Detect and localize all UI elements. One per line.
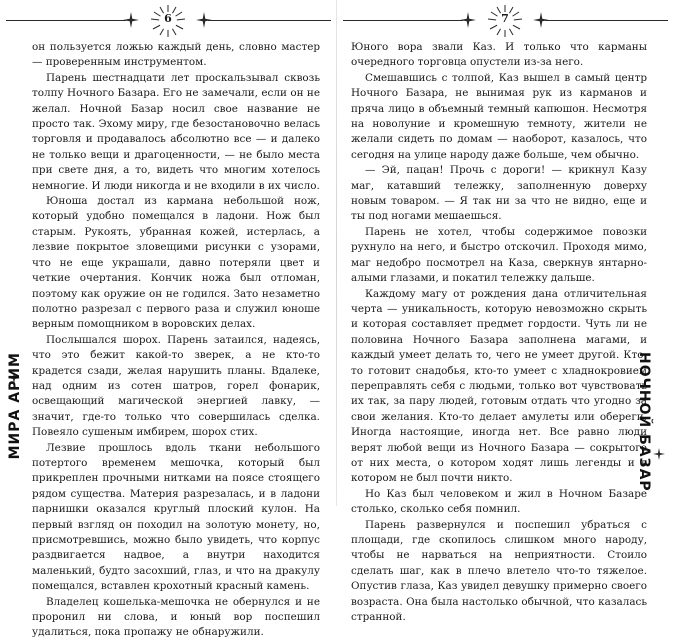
page-number: 6 xyxy=(164,12,172,25)
paragraph: — Эй, пацан! Прочь с дороги! — крикнул Казу маг, катавший тележку, заполненную доверху новым товаром. — Я так ни за что не видно, еще и ты под ногами мешаешься. xyxy=(351,164,647,223)
running-head-author: МИРА АРИМ xyxy=(7,352,23,460)
header-rule-left xyxy=(343,20,463,21)
paragraph: Парень развернулся и поспешил убраться с площади, где скопилось слишком много народу, чтобы не нарваться на неприятности. Стоило сделать шаг, как в плечо влетело что-то тяжелое. Опустив глаза, Каз увидел девушку примерно своего возраста. Она была настолько обычной, что казалась странной. xyxy=(351,518,647,624)
header-rule-left xyxy=(6,20,126,21)
paragraph: Парень не хотел, чтобы содержимое повозки рухнуло на него, и быстро отскочил. Проходя мимо, маг недобро посмотрел на Каза, сверкнув янтарно-алыми глазами, и покатил тележку дальше. xyxy=(351,225,647,285)
paragraph: он пользуется ложью каждый день, словно мастер — проверенным инструментом. xyxy=(32,41,320,69)
paragraph: Послышался шорох. Парень затаился, надеясь, что это бежит какой-то зверек, а не кто-то крадется сзади, желая нарушить планы. Вдалеке, над одним из сотен шатров, горел фонарик, освещающий магической энергией лавку, — значит, где-то только что совершилась сделка. Повеяло сушеным имбирем, шорох стих. xyxy=(32,333,320,439)
header-rule-right xyxy=(208,20,331,21)
paragraph: Лезвие прошлось вдоль ткани небольшого потертого временем мешочка, который был прикреплен прочными нитками на поясе стоящего рядом существа. Материя разрезалась, и в ладони парнишки оказался круглый плоский кулон. На первый взгляд он походил на золотую монету, но, присмотревшись, можно было увидеть, что корпус раздвигается надвое, а внутри находится маленький, будто засохший, глаз, и что на дракулу помещался, вставлен крохотный красный камень. xyxy=(32,441,320,593)
paragraph: Владелец кошелька-мешочка не обернулся и не проронил ни слова, и юный вор поспешил удалиться, пока пропажу не обнаружили. xyxy=(32,595,320,639)
right-page xyxy=(337,0,674,624)
right-page-body xyxy=(351,40,647,625)
left-page-body xyxy=(32,40,320,641)
page-number: 7 xyxy=(501,12,509,25)
paragraph: Парень шестнадцати лет проскальзывал сквозь толпу Ночного Базара. Его не замечали, если он не желал. Ночной Базар носил свое название не просто так. Эхому миру, где безостановочно велась торговля и продавалось абсолютно все — и далеко не только вещи и драгоценности, — не было места при свете дня, а то, видеть что многим хотелось немногие. И люди никогда и не входили в их число. xyxy=(32,71,320,192)
paragraph: Смешавшись с толпой, Каз вышел в самый центр Ночного Базара, не вынимая рук из карманов и пряча лицо в объемный темный капюшон. Несмотря на новолуние и кромешную темноту, жители не желали сидеть по домам — наоборот, казалось, что сегодня на улице народу даже больше, чем обычно. xyxy=(351,71,647,161)
left-page xyxy=(0,0,337,639)
four-point-star-icon xyxy=(653,448,665,460)
running-head-book-title: НОЧНОЙ БАЗАР xyxy=(636,352,652,492)
paragraph: Но Каз был человеком и жил в Ночном Базаре столько, сколько себя помнил. xyxy=(351,487,647,516)
header-rule-right xyxy=(545,20,668,21)
paragraph: Юного вора звали Каз. И только что карманы очередного торговца опустели из-за него. xyxy=(351,41,647,69)
paragraph: Юноша достал из кармана небольшой нож, который удобно помещался в ладони. Нож был старым. Рукоять, убранная кожей, истерлась, а лезвие покрытое зловещими рисунки с узорами, что не еще украшали, давно потеряли цвет и четкие очертания. Кончик ножа был отломан, поэтому как оружие он не годился. Зато незаметно полотно разрезал с первого раза и служил юноше верным помощником в воровских делах. xyxy=(32,195,320,331)
paragraph: Каждому магу от рождения дана отличительная черта — уникальность, которую невозможно скрыть и которая составляет предмет гордости. Чуть ли не половина Ночного Базара заполнена магами, и каждый умеет делать то, чего не умеет другой. Кто-то готовит снадобья, кто-то умеет с хладнокровием переправлять себя с людьми, только вот чувствовать их так, за пару людей, готовым отдать что угодно за свои желания. Кто-то делает амулеты или обереги. Иногда настоящие, иногда нет. Все равно люди верят любой вещи из Ночного Базара — сокрытого от них места, о котором ходят лишь легенды и в котором не был почти никто. xyxy=(351,287,647,485)
right-page-header xyxy=(337,4,674,38)
four-point-star-icon xyxy=(460,12,476,28)
four-point-star-icon xyxy=(123,12,139,28)
left-page-header xyxy=(0,4,337,38)
